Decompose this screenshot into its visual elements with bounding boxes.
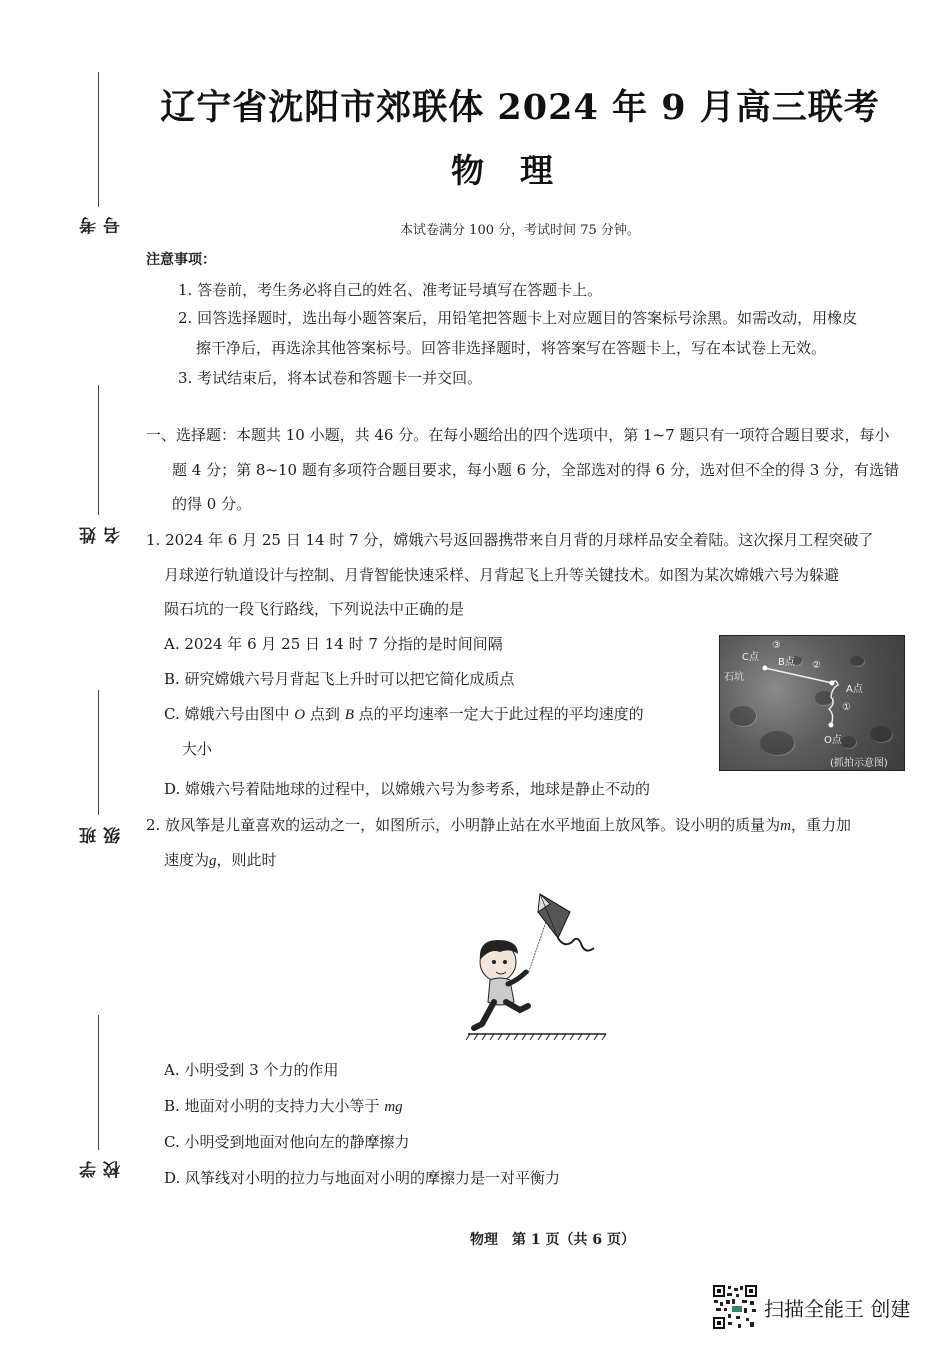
q2-option-a: A. 小明受到 3 个力的作用	[164, 1061, 339, 1079]
fig-label-c-point: C点	[742, 652, 759, 663]
notice-item-3: 3. 考试结束后，将本试卷和答题卡一并交回。	[178, 369, 483, 387]
notice-heading: 注意事项：	[146, 252, 216, 268]
fig-label-seg2: ②	[812, 660, 821, 671]
fig-caption: (抓拍示意图)	[830, 758, 888, 769]
q1-option-c-point-b: B	[344, 707, 354, 723]
q1-option-b: B. 研究嫦娥六号月背起飞上升时可以把它简化成质点	[164, 670, 515, 688]
q1-option-a: A. 2024 年 6 月 25 日 14 时 7 分指的是时间间隔	[164, 635, 503, 653]
exam-meta: 本试卷满分 100 分，考试时间 75 分钟。	[400, 223, 640, 238]
section1-line-1: 一、选择题：本题共 10 小题，共 46 分。在每小题给出的四个选项中，第 1~7 题只有一项符合题目要求，每小	[146, 426, 890, 444]
q2-stem-text-2: ，重力加	[790, 816, 851, 834]
q1-stem-line-3: 陨石坑的一段飞行路线，下列说法中正确的是	[164, 600, 465, 618]
school-line	[98, 1015, 99, 1150]
fig-label-crater: 石坑	[724, 672, 744, 683]
exam-title: 辽宁省沈阳市郊联体 2024 年 9 月高三联考	[160, 87, 880, 128]
q1-option-d: D. 嫦娥六号着陆地球的过程中，以嫦娥六号为参考系，地球是静止不动的	[164, 780, 651, 798]
kite-boy-figure	[458, 882, 614, 1048]
q2-gravity-symbol: g	[209, 853, 217, 869]
q2-option-b	[164, 1096, 403, 1117]
q2-option-b-mg: mg	[384, 1099, 403, 1115]
fig-label-a-point: A点	[846, 684, 863, 695]
fig-label-o-point: O点	[824, 735, 842, 746]
q1-option-c-cont: 大小	[182, 740, 213, 758]
q1-option-c	[164, 704, 644, 725]
notice-item-2: 2. 回答选择题时，选出每小题答案后，用铅笔把答题卡上对应题目的答案标号涂黑。如需改动，用橡皮	[178, 309, 858, 327]
section1-line-3: 的得 0 分。	[172, 495, 252, 513]
notice-item-2-cont: 擦干净后，再选涂其他答案标号。回答非选择题时，将答案写在答题卡上，写在本试卷上无效。	[196, 339, 827, 357]
q1-option-c-text-1: C. 嫦娥六号由图中	[164, 705, 290, 723]
fig-label-seg3: ③	[772, 640, 781, 651]
scanner-watermark-text: 扫描全能王 创建	[764, 1296, 911, 1321]
q2-stem-line-1	[146, 815, 851, 836]
scanner-watermark	[712, 1284, 910, 1330]
moon-trajectory-figure	[719, 635, 905, 771]
q2-mass-symbol: m	[780, 818, 791, 834]
q2-stem-text-3: 速度为	[164, 851, 210, 869]
class-line	[98, 690, 99, 815]
section1-line-2: 题 4 分；第 8~10 题有多项符合题目要求，每小题 6 分，全部选对的得 6 分，选对但不全的得 3 分，有选错	[172, 461, 900, 479]
school-label: 学校	[80, 1160, 124, 1178]
q1-option-c-text-3: 点的平均速率一定大于此过程的平均速度的	[358, 705, 644, 723]
q2-option-c: C. 小明受到地面对他向左的静摩擦力	[164, 1133, 410, 1151]
q1-stem-line-2: 月球逆行轨道设计与控制、月背智能快速采样、月背起飞上升等关键技术。如图为某次嫦娥六号为躲避	[164, 566, 840, 584]
subject-title: 物理	[451, 151, 589, 190]
exam-number-label: 考号	[80, 216, 124, 234]
q2-option-b-text: B. 地面对小明的支持力大小等于	[164, 1097, 380, 1115]
class-label: 班级	[80, 826, 124, 844]
page-footer: 物理 第 1 页（共 6 页）	[470, 1232, 635, 1248]
q2-option-d: D. 风筝线对小明的拉力与地面对小明的摩擦力是一对平衡力	[164, 1169, 561, 1187]
q2-stem-text-1: 2. 放风筝是儿童喜欢的运动之一，如图所示，小明静止站在水平地面上放风筝。设小明的质量为	[146, 816, 781, 834]
qr-code-icon	[712, 1284, 758, 1330]
q2-stem-text-4: ，则此时	[216, 851, 277, 869]
name-line	[98, 385, 99, 515]
fig-label-b-point: B点	[778, 657, 795, 668]
q2-stem-line-2	[164, 850, 277, 871]
q1-option-c-text-2: 点到	[309, 705, 340, 723]
notice-item-1: 1. 答卷前，考生务必将自己的姓名、准考证号填写在答题卡上。	[178, 281, 603, 299]
q1-option-c-point-o: O	[294, 707, 306, 723]
q1-stem-line-1: 1. 2024 年 6 月 25 日 14 时 7 分，嫦娥六号返回器携带来自月背的月球样品安全着陆。这次探月工程突破了	[146, 531, 874, 549]
fig-label-seg1: ①	[842, 702, 851, 713]
name-label: 姓名	[80, 526, 124, 544]
